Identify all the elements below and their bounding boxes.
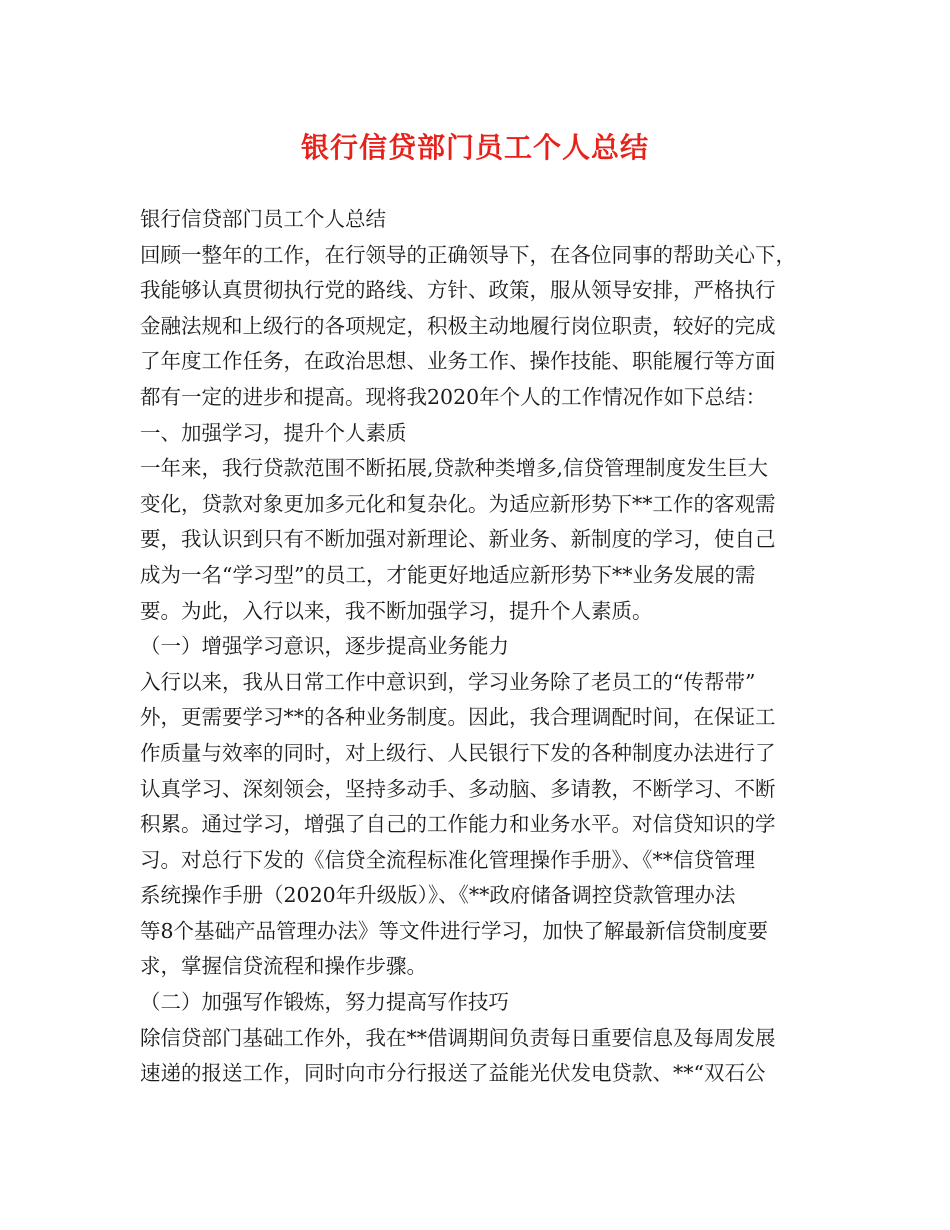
subsection-heading: （一）增强学习意识，逐步提高业务能力 <box>140 634 509 659</box>
body-line: 习。对总行下发的《信贷全流程标准化管理操作手册》、《**信贷管理 <box>140 847 755 872</box>
section-heading: 一、加强学习，提升个人素质 <box>140 420 407 445</box>
body-line: 回顾一整年的工作，在行领导的正确领导下，在各位同事的帮助关心下， <box>140 242 796 267</box>
body-line: 金融法规和上级行的各项规定，积极主动地履行岗位职责，较好的完成 <box>140 313 776 338</box>
body-line: 银行信贷部门员工个人总结 <box>140 207 386 231</box>
body-line: 我能够认真贯彻执行党的路线、方针、政策，服从领导安排，严格执行 <box>140 278 776 303</box>
body-line: 作质量与效率的同时，对上级行、人民银行下发的各种制度办法进行了 <box>140 740 776 765</box>
body-line: 要。为此，入行以来，我不断加强学习，提升个人素质。 <box>140 598 653 623</box>
body-line: 要，我认识到只有不断加强对新理论、新业务、新制度的学习，使自己 <box>140 527 776 552</box>
body-line: 求，掌握信贷流程和操作步骤。 <box>140 954 427 979</box>
body-line: 除信贷部门基础工作外，我在**借调期间负责每日重要信息及每周发展 <box>140 1025 776 1050</box>
body-line: 系统操作手册（2020年升级版）》、《**政府储备调控贷款管理办法 <box>140 883 736 908</box>
body-line: 了年度工作任务，在政治思想、业务工作、操作技能、职能履行等方面 <box>140 349 776 374</box>
body-line: 认真学习、深刻领会，坚持多动手、多动脑、多请教，不断学习、不断 <box>140 776 776 801</box>
document-body <box>140 202 830 1092</box>
body-line: 入行以来，我从日常工作中意识到，学习业务除了老员工的“传帮带” <box>140 669 756 694</box>
body-line: 积累。通过学习，增强了自己的工作能力和业务水平。对信贷知识的学 <box>140 812 776 837</box>
body-line: 一年来，我行贷款范围不断拓展,贷款种类增多,信贷管理制度发生巨大 <box>140 456 769 481</box>
body-line: 变化，贷款对象更加多元化和复杂化。为适应新形势下**工作的客观需 <box>140 491 776 516</box>
subsection-heading: （二）加强写作锻炼，努力提高写作技巧 <box>140 990 509 1015</box>
document-title: 银行信贷部门员工个人总结 <box>300 131 649 164</box>
body-line: 等8个基础产品管理办法》等文件进行学习，加快了解最新信贷制度要 <box>140 918 769 943</box>
body-line: 速递的报送工作，同时向市分行报送了益能光伏发电贷款、**“双石公 <box>140 1061 766 1086</box>
body-line: 都有一定的进步和提高。现将我2020年个人的工作情况作如下总结： <box>140 384 767 409</box>
body-line: 外，更需要学习**的各种业务制度。因此，我合理调配时间，在保证工 <box>140 705 776 730</box>
body-line: 成为一名“学习型”的员工，才能更好地适应新形势下**业务发展的需 <box>140 562 756 587</box>
